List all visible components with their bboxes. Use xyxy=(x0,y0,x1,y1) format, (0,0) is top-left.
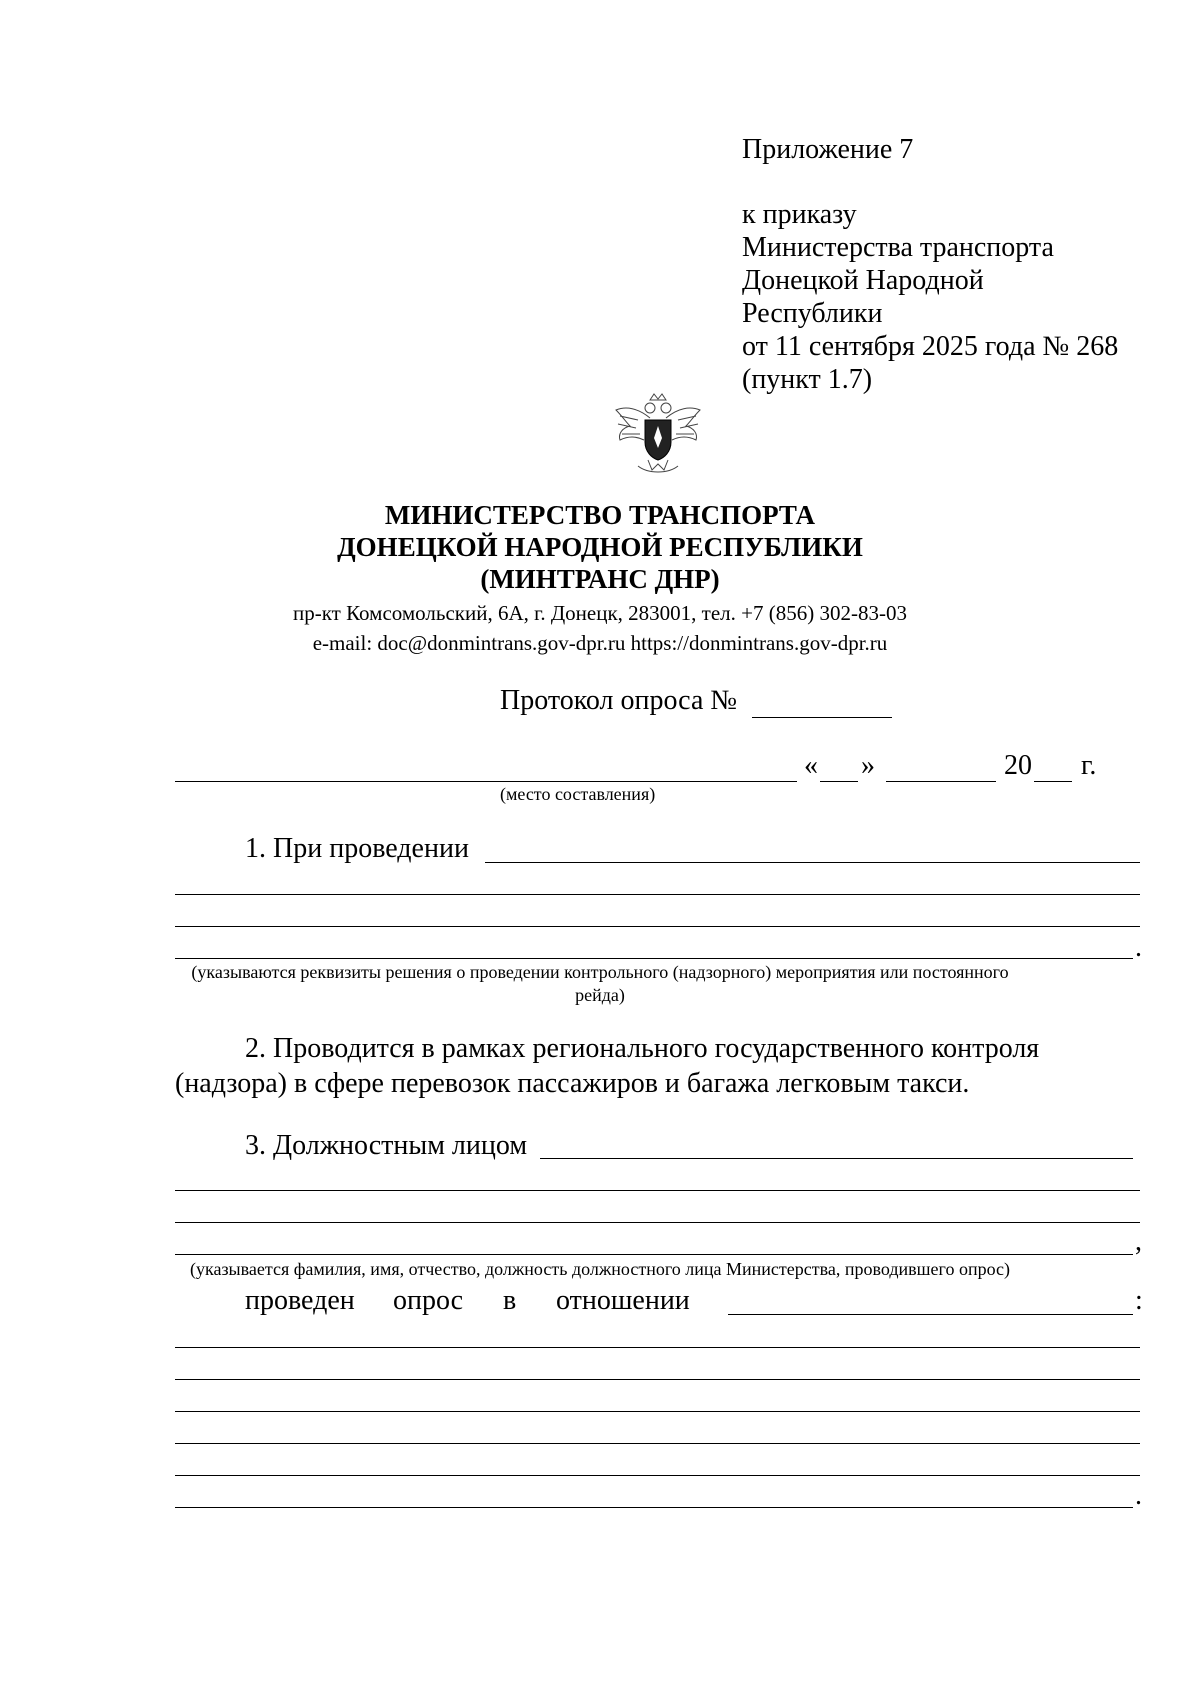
section1-label: 1. При проведении xyxy=(245,833,469,864)
section1-caption: (указываются реквизиты решения о проведении контрольного (надзорного) мероприятия или постоянного xyxy=(191,962,1009,982)
appendix-line: Донецкой Народной xyxy=(742,265,984,296)
section1-end-mark: . xyxy=(1135,932,1142,963)
date-open-quote: « xyxy=(804,750,818,781)
appendix-line: (пункт 1.7) xyxy=(742,364,873,395)
appendix-title: Приложение 7 xyxy=(742,134,914,165)
ministry-region: ДОНЕЦКОЙ НАРОДНОЙ РЕСПУБЛИКИ xyxy=(337,532,863,562)
date-close-quote: » xyxy=(861,750,875,781)
section3-word: в xyxy=(503,1285,517,1316)
respondent-field[interactable] xyxy=(175,1379,1140,1380)
section3-caption: (указывается фамилия, имя, отчество, должность должностного лица Министерства, проводившего опрос) xyxy=(189,1259,1011,1279)
coat-of-arms-icon xyxy=(608,390,708,480)
section3-end-mark: . xyxy=(1135,1480,1142,1511)
section1-caption-cont: рейда) xyxy=(575,985,625,1005)
protocol-title: Протокол опроса № xyxy=(500,685,738,716)
respondent-field[interactable] xyxy=(728,1314,1133,1315)
section2-line2: (надзора) в сфере перевозок пассажиров и багажа легковым такси. xyxy=(175,1068,970,1099)
section2-line1: 2. Проводится в рамках регионального государственного контроля xyxy=(245,1033,1040,1064)
month-field[interactable] xyxy=(886,781,996,782)
appendix-line: Республики xyxy=(742,298,883,329)
section1-field[interactable] xyxy=(175,926,1140,927)
ministry-contacts: e-mail: doc@donmintrans.gov-dpr.ru https://donmintrans.gov-dpr.ru xyxy=(312,631,888,655)
ministry-address: пр-кт Комсомольский, 6А, г. Донецк, 283001, тел. +7 (856) 302-83-03 xyxy=(293,601,907,625)
place-caption: (место составления) xyxy=(500,784,656,804)
respondent-field[interactable] xyxy=(175,1475,1140,1476)
section3-colon: : xyxy=(1135,1285,1143,1316)
ministry-abbr: (МИНТРАНС ДНР) xyxy=(480,564,720,594)
section3-word: опрос xyxy=(393,1285,464,1316)
section3-word: проведен xyxy=(245,1285,355,1316)
year-prefix: 20 xyxy=(1004,750,1032,781)
respondent-field[interactable] xyxy=(175,1443,1140,1444)
section3-word: отношении xyxy=(556,1285,690,1316)
section3-field[interactable] xyxy=(175,1254,1133,1255)
respondent-field[interactable] xyxy=(175,1347,1140,1348)
place-field[interactable] xyxy=(175,781,797,782)
appendix-line: к приказу xyxy=(742,199,857,230)
section3-field[interactable] xyxy=(175,1222,1140,1223)
appendix-line: Министерства транспорта xyxy=(742,232,1054,263)
section1-field[interactable] xyxy=(485,862,1140,863)
section3-field[interactable] xyxy=(540,1158,1133,1159)
section3-field[interactable] xyxy=(175,1190,1140,1191)
section3-label: 3. Должностным лицом xyxy=(245,1130,528,1161)
year-field[interactable] xyxy=(1034,781,1072,782)
respondent-field[interactable] xyxy=(175,1507,1133,1508)
section3-comma: , xyxy=(1135,1226,1142,1257)
protocol-number-field[interactable] xyxy=(752,717,892,718)
appendix-line: от 11 сентября 2025 года № 268 xyxy=(742,331,1119,362)
day-field[interactable] xyxy=(820,781,858,782)
section1-field[interactable] xyxy=(175,958,1133,959)
section1-field[interactable] xyxy=(175,894,1140,895)
ministry-name: МИНИСТЕРСТВО ТРАНСПОРТА xyxy=(384,500,816,530)
respondent-field[interactable] xyxy=(175,1411,1140,1412)
year-suffix: г. xyxy=(1081,750,1097,781)
